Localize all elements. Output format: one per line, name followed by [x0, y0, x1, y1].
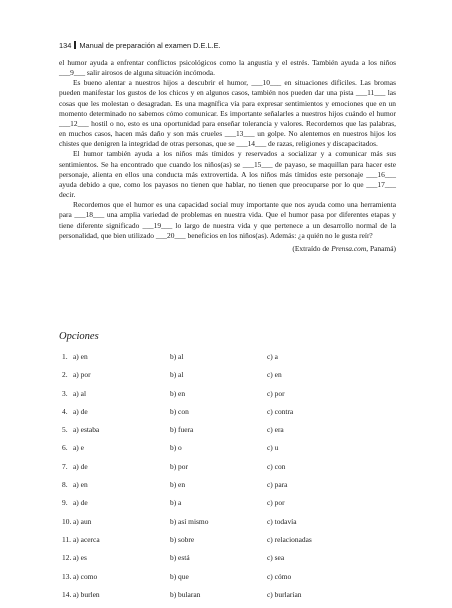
option-number: 12. — [62, 553, 72, 563]
option-c: c) todavía — [267, 516, 297, 526]
option-c: c) burlarían — [267, 589, 302, 599]
option-b: b) por — [170, 461, 188, 471]
option-a: a) estaba — [73, 425, 100, 435]
option-row — [62, 590, 382, 608]
option-b: b) en — [170, 480, 186, 490]
option-a: a) aun — [73, 516, 92, 526]
option-a: a) acerca — [73, 534, 100, 544]
option-c: c) para — [267, 480, 288, 490]
option-b: b) en — [170, 388, 186, 398]
paragraph: el humor ayuda a enfrentar conflictos psicológicos como la angustia y el estrés. También ayuda a los niños ___9___ salir airosos de alguna situación incómoda. — [59, 58, 396, 78]
option-a: a) de — [73, 406, 88, 416]
option-c: c) sea — [267, 553, 285, 563]
option-a: a) e — [73, 443, 84, 453]
option-c: c) con — [267, 461, 286, 471]
option-a: a) en — [73, 480, 88, 490]
option-number: 11. — [62, 534, 72, 544]
option-a: a) por — [73, 370, 91, 380]
option-c: c) u — [267, 443, 279, 453]
option-row — [62, 407, 382, 425]
option-a: a) al — [73, 388, 87, 398]
option-a: a) de — [73, 461, 88, 471]
option-b: b) está — [170, 553, 190, 563]
option-b: b) sobre — [170, 534, 195, 544]
option-a: a) de — [73, 498, 88, 508]
header-divider — [74, 41, 76, 49]
option-number: 8. — [62, 480, 68, 490]
option-row — [62, 352, 382, 370]
option-b: b) fuera — [170, 425, 194, 435]
paragraph: Es bueno alentar a nuestros hijos a descubrir el humor, ___10___ en situaciones difíciles. Las bromas pueden manifestar los gustos de los chicos y en algunos casos, también nos pueden dar una pista ___11___ las cosas que les molestan o desagradan. Es una magnífica vía para expresar sentimientos y emociones que en un momento determinado no sabemos cómo comunicar. Es importante señalarles a nuestros hijos cuándo el humor ___12___ hostil o no, esto es una oportunidad para enseñar tolerancia y valores. Recordemos que las palabras, en muchos casos, hacen más daño y son más crueles ___13___ un golpe. No alentemos en nuestros hijos los chistes que denigren la integridad de otras personas, que se ___14___ de razas, religiones y discapacitados. — [59, 78, 396, 149]
option-row — [62, 572, 382, 590]
book-title: Manual de preparación al examen D.E.L.E. — [79, 41, 221, 50]
option-c: c) contra — [267, 406, 294, 416]
option-b: b) que — [170, 571, 189, 581]
reading-text — [59, 58, 396, 254]
option-b: b) al — [170, 370, 184, 380]
source-name: Prensa.com — [331, 243, 367, 253]
option-b: b) al — [170, 352, 184, 361]
page-header — [59, 41, 399, 50]
option-c: c) a — [267, 352, 278, 361]
option-number: 10. — [62, 516, 72, 526]
option-row — [62, 462, 382, 480]
option-a: a) como — [73, 571, 98, 581]
option-c: c) en — [267, 370, 282, 380]
option-c: c) era — [267, 425, 284, 435]
option-a: a) es — [73, 553, 87, 563]
option-number: 13. — [62, 571, 72, 581]
option-row — [62, 443, 382, 461]
option-number: 4. — [62, 406, 68, 416]
option-c: c) relacionadas — [267, 534, 312, 544]
option-number: 6. — [62, 443, 68, 453]
option-b: b) o — [170, 443, 182, 453]
option-b: b) bularan — [170, 589, 201, 599]
option-row — [62, 425, 382, 443]
option-b: b) así mismo — [170, 516, 209, 526]
option-number: 5. — [62, 425, 68, 435]
option-row — [62, 389, 382, 407]
option-c: c) por — [267, 498, 285, 508]
option-a: a) burlen — [73, 589, 100, 599]
option-row — [62, 535, 382, 553]
option-c: c) cómo — [267, 571, 292, 581]
option-number: 3. — [62, 388, 68, 398]
option-number: 9. — [62, 498, 68, 508]
option-row — [62, 553, 382, 571]
option-number: 2. — [62, 370, 68, 380]
option-b: b) a — [170, 498, 182, 508]
paragraph: Recordemos que el humor es una capacidad social muy importante que nos ayuda como una herramienta para ___18___ una amplia variedad de problemas en nuestra vida. Que el humor pasa por diferentes etapas y tiene diferente significado ___19___ lo largo de nuestra vida y que pertenece a un desarrollo normal de la personalidad, que bien utilizado ___20___ beneficios en los niños(as). Además: ¿a quién no le gusta reír? — [59, 200, 396, 240]
option-c: c) por — [267, 388, 285, 398]
option-row — [62, 498, 382, 516]
option-number: 1. — [62, 352, 68, 361]
paragraph: El humor también ayuda a los niños más tímidos y reservados a socializar y a comunicar más sus sentimientos. Se ha encontrado que cuando los niños(as) se ___15___ de payaso, se maquillan para hacer este personaje, alienta en ellos una conducta más extrovertida. A los niños más tímidos este personaje ___16___ ayuda debido a que, como los payasos no tienen que hablar, no tienen que preocuparse por lo que ___17___ decir. — [59, 149, 396, 200]
options-title: Opciones — [59, 331, 99, 342]
source-citation: (Extraído de Prensa.com, Panamá) — [292, 243, 396, 253]
option-row — [62, 480, 382, 498]
option-row — [62, 517, 382, 535]
option-a: a) en — [73, 352, 88, 361]
option-number: 7. — [62, 461, 68, 471]
page-number: 134 — [59, 41, 72, 50]
options-list — [62, 352, 382, 608]
option-b: b) con — [170, 406, 189, 416]
option-number: 14. — [62, 589, 72, 599]
option-row — [62, 370, 382, 388]
